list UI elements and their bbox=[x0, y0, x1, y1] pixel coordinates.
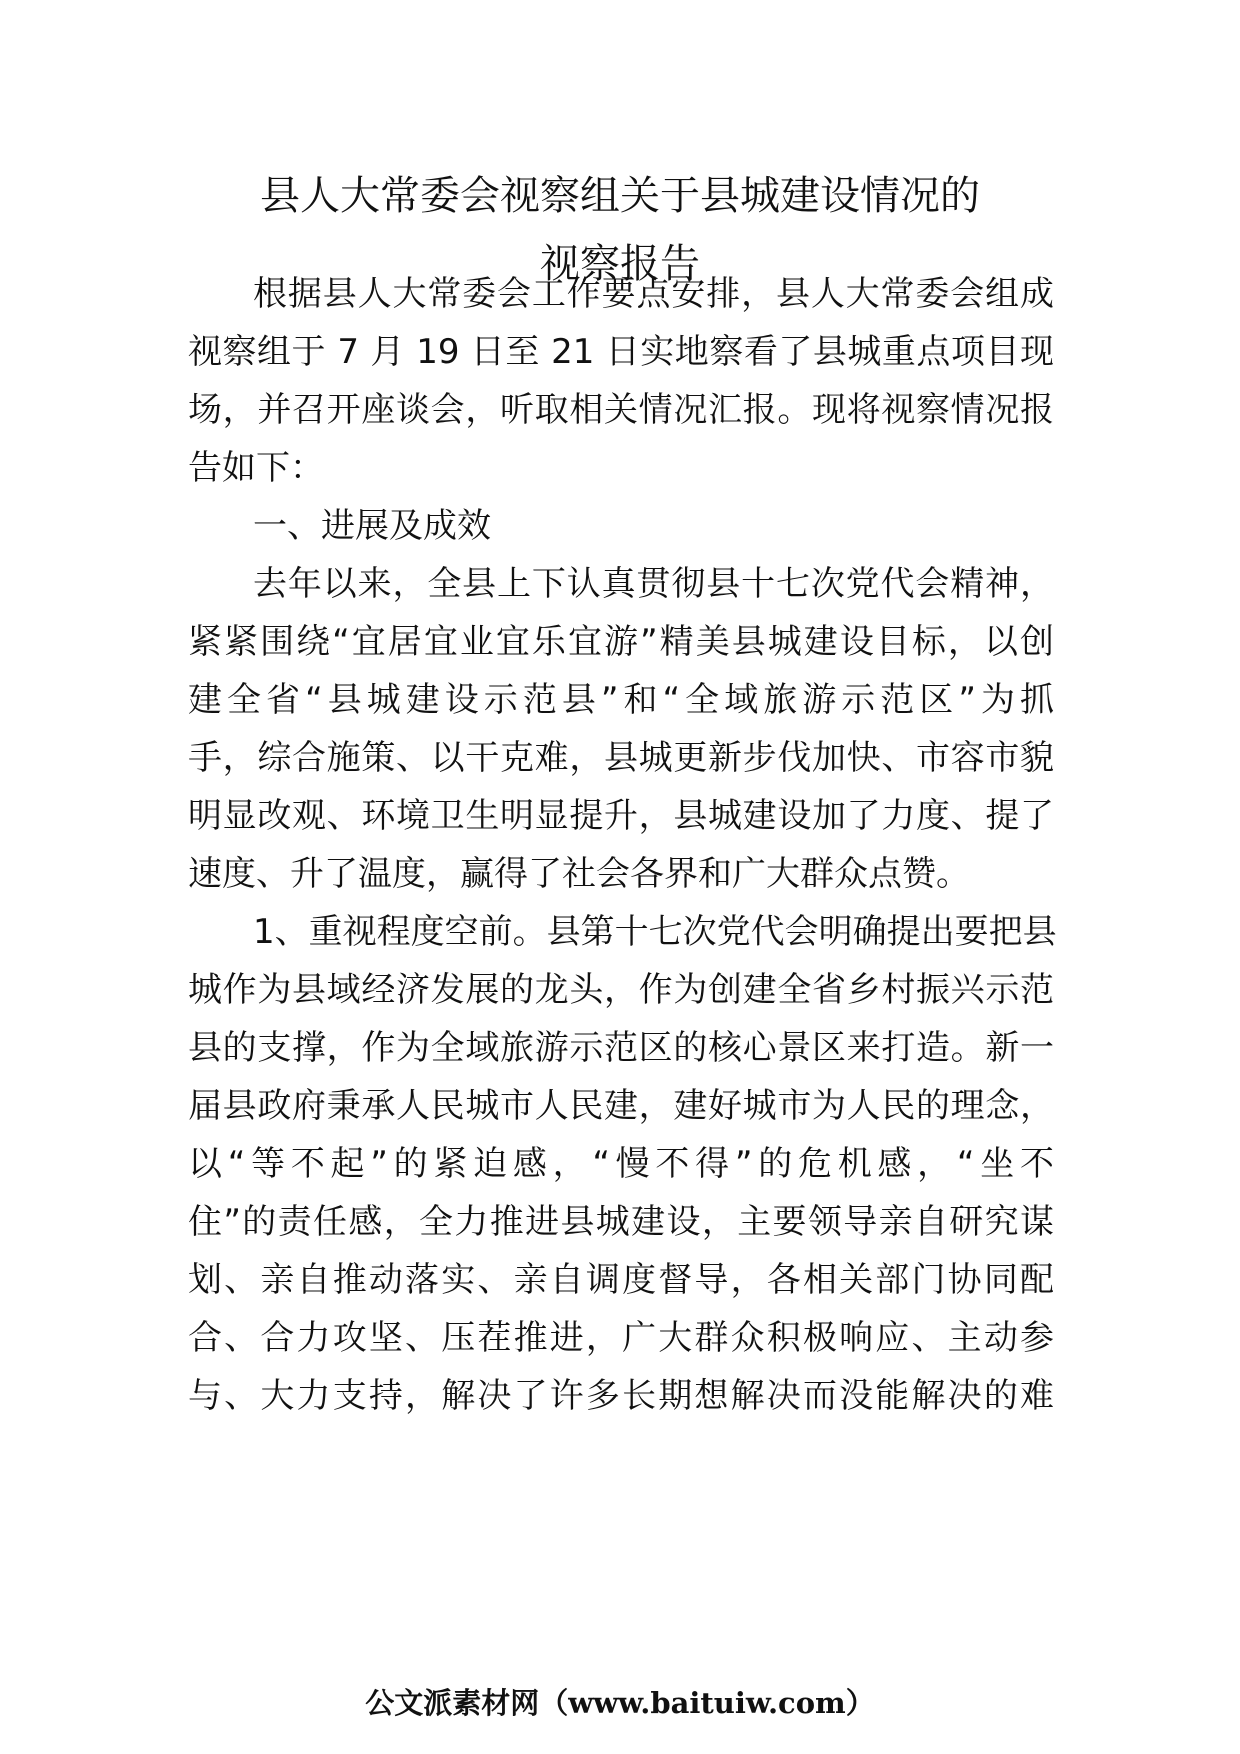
body-line: 以“等不起”的紧迫感，“慢不得”的危机感，“坐不 bbox=[188, 1144, 1054, 1184]
body-line: 速度、升了温度，赢得了社会各界和广大群众点赞。 bbox=[188, 854, 970, 894]
body-line: 根据县人大常委会工作要点安排，县人大常委会组成 bbox=[253, 274, 1054, 314]
body-line: 住”的责任感，全力推进县城建设，主要领导亲自研究谋 bbox=[188, 1202, 1054, 1242]
body-line: 建全省“县城建设示范县”和“全域旅游示范区”为抓 bbox=[188, 680, 1054, 720]
body-line: 城作为县域经济发展的龙头，作为创建全省乡村振兴示范 bbox=[188, 970, 1054, 1010]
body-line: 届县政府秉承人民城市人民建，建好城市为人民的理念， bbox=[188, 1086, 1054, 1126]
body-line: 视察组于 7 月 19 日至 21 日实地察看了县城重点项目现 bbox=[188, 332, 1054, 372]
document-title-line-2: 视察报告 bbox=[540, 241, 700, 287]
body-line: 手，综合施策、以干克难，县城更新步伐加快、市容市貌 bbox=[188, 738, 1054, 778]
footer-watermark-text: 公文派素材网（www.baituiw.com） bbox=[365, 1686, 875, 1720]
body-line: 场，并召开座谈会，听取相关情况汇报。现将视察情况报 bbox=[188, 390, 1054, 430]
body-line: 去年以来，全县上下认真贯彻县十七次党代会精神， bbox=[253, 564, 1054, 604]
document-title-line-1: 县人大常委会视察组关于县城建设情况的 bbox=[260, 173, 980, 219]
body-line: 明显改观、环境卫生明显提升，县城建设加了力度、提了 bbox=[188, 796, 1054, 836]
body-line: 1、重视程度空前。县第十七次党代会明确提出要把县 bbox=[253, 912, 1057, 952]
body-line: 合、合力攻坚、压茬推进，广大群众积极响应、主动参 bbox=[188, 1318, 1054, 1358]
body-line: 划、亲自推动落实、亲自调度督导，各相关部门协同配 bbox=[188, 1260, 1054, 1300]
body-line: 告如下： bbox=[188, 448, 324, 488]
body-line: 与、大力支持，解决了许多长期想解决而没能解决的难 bbox=[188, 1376, 1054, 1416]
section-heading: 一、进展及成效 bbox=[253, 506, 491, 546]
body-line: 县的支撑，作为全域旅游示范区的核心景区来打造。新一 bbox=[188, 1028, 1054, 1068]
body-line: 紧紧围绕“宜居宜业宜乐宜游”精美县城建设目标，以创 bbox=[188, 622, 1054, 662]
